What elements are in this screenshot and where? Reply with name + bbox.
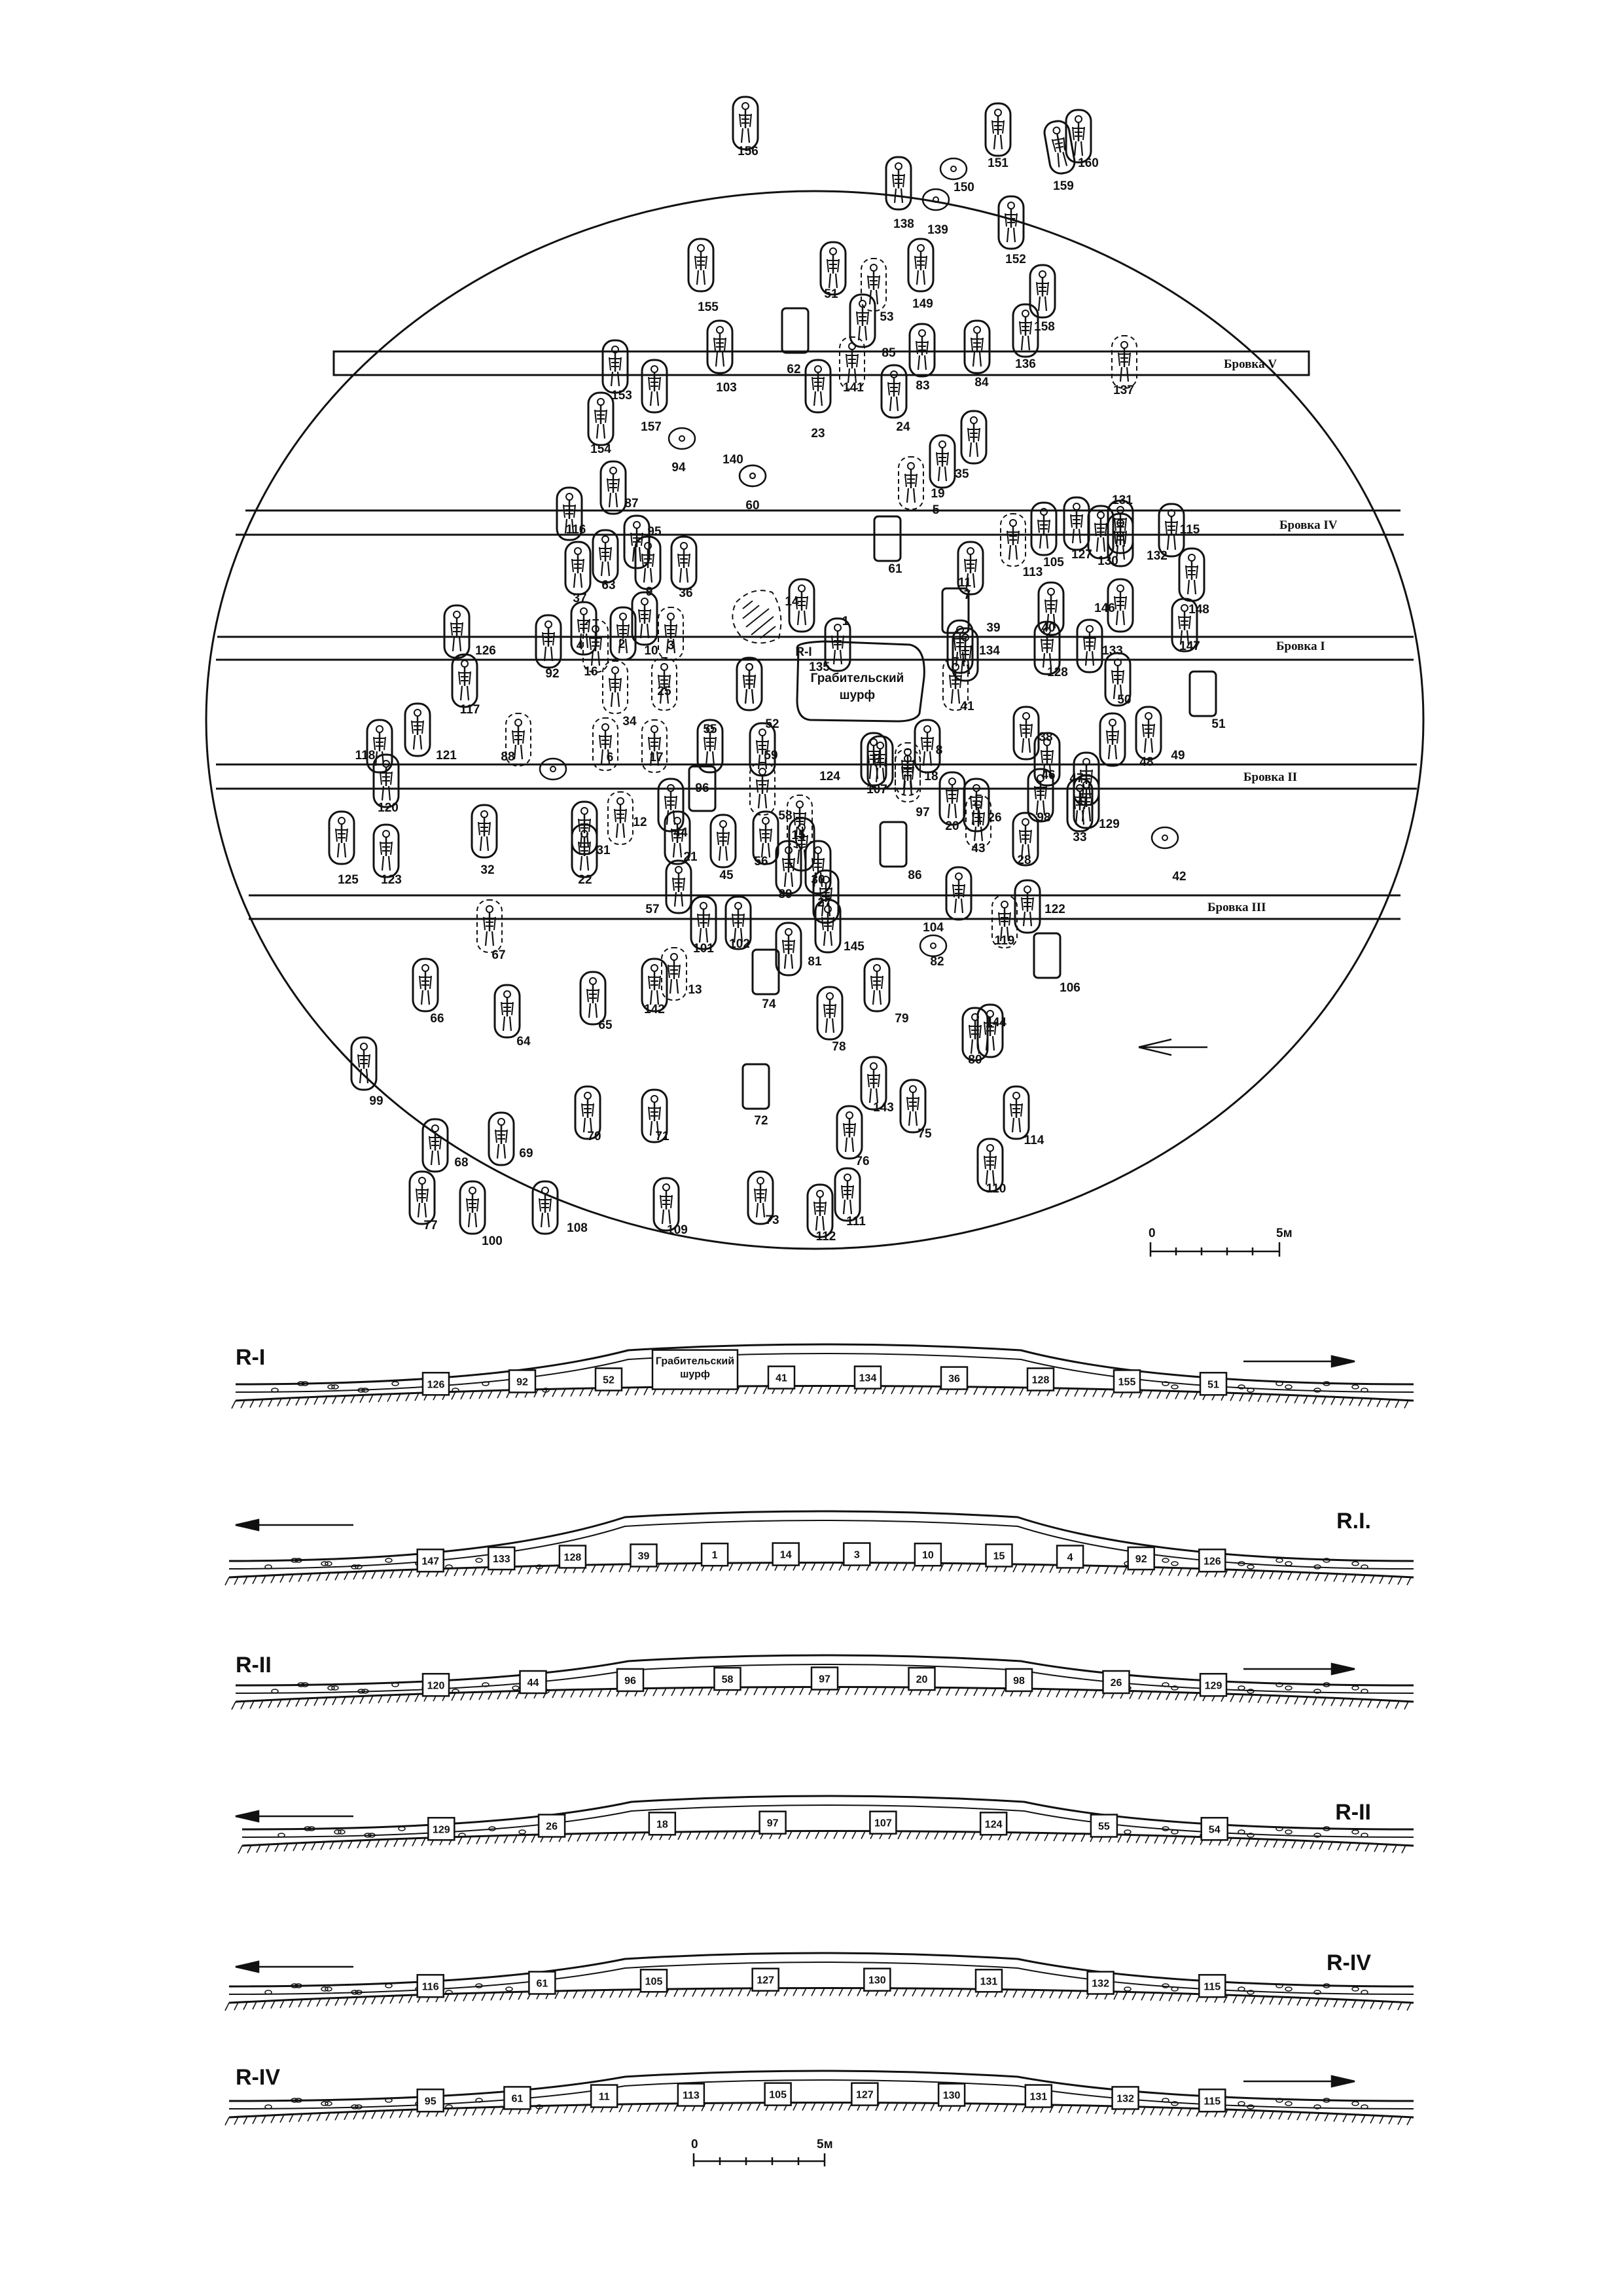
section-grave — [870, 1812, 896, 1834]
grave-label: 45 — [719, 869, 734, 882]
svg-text:129: 129 — [432, 1824, 450, 1836]
grave-label: 146 — [1094, 601, 1115, 615]
robber-trench-label-1: Грабительский — [810, 672, 904, 685]
section-grave — [768, 1367, 794, 1389]
grave-label: 98 — [1037, 811, 1051, 825]
section-grave — [418, 1975, 444, 1997]
grave-label: 84 — [974, 376, 989, 389]
grave-label: 150 — [954, 181, 974, 194]
section-grave — [1202, 1818, 1228, 1840]
grave-label: 132 — [1147, 549, 1168, 563]
grave-label: 97 — [916, 806, 930, 819]
grave-label: 149 — [912, 297, 933, 311]
section-grave — [909, 1668, 935, 1690]
svg-text:51: 51 — [1207, 1379, 1219, 1391]
grave-label: 110 — [986, 1182, 1007, 1196]
grave-label: 142 — [644, 1003, 665, 1016]
grave-label: 23 — [811, 427, 825, 440]
grave-label: 135 — [809, 660, 830, 674]
grave-label: 19 — [931, 487, 945, 501]
section-grave — [855, 1367, 881, 1389]
section-grave — [938, 2084, 965, 2106]
grave-label: 136 — [1015, 357, 1036, 371]
grave-label: 120 — [378, 801, 399, 815]
svg-text:54: 54 — [1208, 1824, 1221, 1836]
svg-text:61: 61 — [536, 1978, 548, 1990]
grave-label: 9 — [645, 585, 653, 599]
grave-label: 141 — [843, 381, 864, 395]
grave-label: 109 — [667, 1223, 688, 1237]
grave-label: 39 — [986, 621, 1001, 635]
grave-label: 42 — [1172, 870, 1186, 884]
section-grave — [504, 2087, 530, 2109]
grave-label: 36 — [679, 586, 693, 600]
section-grave — [753, 1969, 779, 1991]
section-grave — [1103, 1671, 1130, 1693]
grave-label: 69 — [519, 1147, 533, 1160]
grave-label: 14 — [785, 595, 799, 609]
svg-text:44: 44 — [527, 1677, 539, 1689]
grave-label: 127 — [1071, 548, 1092, 562]
grave-label: 61 — [888, 562, 902, 576]
balk-v-label: Бровка V — [1224, 357, 1277, 371]
grave-label: 134 — [979, 644, 1000, 658]
grave-label: 125 — [338, 873, 359, 887]
grave-label: 104 — [923, 921, 944, 935]
grave-label: 145 — [844, 940, 865, 954]
grave-label: 103 — [716, 381, 737, 395]
grave-label: 111 — [846, 1215, 866, 1229]
section-grave — [715, 1668, 741, 1690]
grave-label: 126 — [475, 644, 496, 658]
grave-label: 13 — [688, 983, 702, 997]
grave-label: 112 — [815, 1230, 836, 1244]
grave-label: 32 — [480, 863, 495, 877]
svg-text:131: 131 — [1029, 2091, 1048, 2103]
grave-label: 25 — [657, 685, 671, 698]
section-grave — [915, 1543, 941, 1566]
svg-text:130: 130 — [868, 1975, 886, 1986]
svg-text:129: 129 — [1204, 1680, 1222, 1692]
svg-text:97: 97 — [766, 1818, 779, 1829]
balk-iii-label: Бровка III — [1207, 901, 1266, 914]
svg-text:26: 26 — [1110, 1677, 1122, 1689]
svg-text:4: 4 — [1067, 1552, 1073, 1564]
section-grave — [529, 1972, 555, 1994]
grave-label: 66 — [430, 1012, 444, 1026]
section-grave — [864, 1969, 890, 1991]
grave-label: 96 — [695, 781, 709, 795]
svg-text:14: 14 — [779, 1549, 792, 1561]
section-grave — [1200, 1372, 1226, 1395]
grave-label: 122 — [1044, 903, 1065, 916]
section-grave — [980, 1812, 1007, 1835]
grave-label: 10 — [644, 644, 658, 658]
svg-text:124: 124 — [984, 1819, 1003, 1831]
section-title: R-IV — [1327, 1950, 1371, 1975]
svg-text:147: 147 — [421, 1556, 440, 1568]
svg-text:131: 131 — [980, 1976, 998, 1988]
grave-label: 70 — [587, 1130, 601, 1143]
grave-label: 156 — [738, 145, 758, 158]
grave-label: 22 — [578, 873, 592, 887]
grave-label: 52 — [765, 717, 779, 731]
svg-text:шурф: шурф — [680, 1369, 710, 1380]
grave-label: 99 — [369, 1094, 383, 1108]
grave-label: 37 — [573, 592, 587, 605]
grave-label: 80 — [968, 1053, 982, 1067]
grave-label: 48 — [1139, 755, 1154, 769]
grave-label: 11 — [957, 576, 972, 590]
svg-text:52: 52 — [603, 1374, 615, 1386]
svg-text:132: 132 — [1116, 2093, 1134, 2105]
grave-label: 78 — [832, 1040, 846, 1054]
grave-label: 117 — [459, 703, 480, 717]
grave-label: 154 — [590, 442, 611, 456]
grave-label: 107 — [866, 783, 887, 797]
svg-text:128: 128 — [1031, 1374, 1050, 1386]
section-grave — [1199, 1975, 1225, 1997]
grave-label: 76 — [855, 1155, 870, 1168]
grave-label: 5 — [932, 503, 940, 517]
grave-label: 147 — [1179, 639, 1200, 653]
grave-label: 62 — [787, 363, 801, 376]
section-grave — [641, 1969, 667, 1992]
section-title: R-II — [1335, 1800, 1371, 1825]
grave-label: 86 — [908, 869, 922, 882]
section-title: R-I — [236, 1345, 266, 1370]
section-grave — [773, 1543, 799, 1566]
grave-label: 100 — [482, 1234, 503, 1248]
grave-label: 34 — [622, 715, 637, 728]
section-grave — [765, 2083, 791, 2106]
grave-label: 108 — [567, 1221, 588, 1235]
grave-label: 160 — [1078, 156, 1099, 170]
section-grave — [812, 1668, 838, 1690]
grave-label: 148 — [1188, 603, 1209, 617]
svg-text:126: 126 — [427, 1379, 445, 1391]
grave-label: 152 — [1005, 253, 1026, 266]
grave-label: 105 — [1043, 556, 1064, 569]
grave-label: 40 — [1041, 621, 1056, 635]
balk-ii-label: Бровка II — [1243, 770, 1298, 784]
section-grave — [428, 1818, 454, 1840]
plan-scale-end: 5м — [1276, 1227, 1293, 1240]
grave-label: 67 — [491, 948, 506, 962]
section-grave — [1091, 1815, 1117, 1837]
section-grave — [1088, 1972, 1114, 1994]
grave-label: 60 — [745, 499, 760, 512]
grave-label: 92 — [545, 667, 560, 681]
grave-label: 65 — [598, 1018, 613, 1032]
section-grave — [596, 1369, 622, 1391]
grave-label: 106 — [1060, 981, 1080, 995]
svg-text:15: 15 — [993, 1551, 1005, 1562]
grave-label: 58 — [778, 809, 793, 823]
svg-text:130: 130 — [942, 2090, 961, 2102]
grave-label: 46 — [1041, 768, 1056, 782]
grave-label: 15 — [791, 829, 806, 842]
grave-label: 26 — [988, 811, 1002, 825]
section-grave — [509, 1370, 535, 1392]
grave-label: 16 — [584, 665, 598, 679]
grave-label: 74 — [762, 997, 776, 1011]
grave-label: 155 — [698, 300, 719, 314]
grave-label: 6 — [606, 751, 614, 764]
grave-label: 73 — [765, 1213, 779, 1227]
section-grave — [1200, 1674, 1226, 1696]
grave-label: 157 — [641, 420, 662, 434]
grave-label: 138 — [893, 217, 914, 231]
grave-label: 53 — [880, 310, 894, 324]
grave-label: 119 — [994, 934, 1015, 948]
grave-label: 81 — [808, 955, 822, 969]
plan-scale-zero: 0 — [1149, 1227, 1156, 1240]
grave-label: 50 — [1117, 693, 1132, 707]
svg-text:92: 92 — [516, 1376, 528, 1388]
grave-label: 153 — [611, 389, 632, 403]
grave-label: 27 — [817, 896, 832, 910]
grave-label: 17 — [649, 751, 664, 764]
grave-label: 85 — [882, 346, 896, 360]
section-grave — [423, 1674, 449, 1696]
svg-text:18: 18 — [656, 1819, 668, 1831]
section-grave — [652, 1350, 738, 1390]
grave-label: 71 — [655, 1130, 669, 1143]
svg-text:107: 107 — [874, 1818, 892, 1829]
grave-label: 51 — [1211, 717, 1226, 731]
grave-label: 130 — [1097, 554, 1118, 568]
svg-text:155: 155 — [1118, 1376, 1136, 1388]
grave-label: 35 — [955, 467, 969, 481]
section-grave — [760, 1812, 786, 1834]
grave-label: 57 — [645, 903, 660, 916]
section-grave — [649, 1812, 675, 1835]
section-grave — [1199, 1549, 1225, 1571]
section-grave — [1057, 1545, 1083, 1568]
section-grave — [488, 1547, 514, 1570]
svg-text:11: 11 — [598, 2091, 610, 2103]
section-grave — [1113, 2087, 1139, 2109]
section-grave — [1027, 1369, 1054, 1391]
grave-label: 59 — [764, 749, 778, 762]
svg-text:36: 36 — [948, 1373, 960, 1385]
svg-text:127: 127 — [757, 1975, 775, 1986]
grave-label: 101 — [693, 942, 714, 956]
grave-label: 159 — [1053, 179, 1074, 193]
grave-label: 30 — [811, 873, 825, 887]
grave-label: 3 — [667, 639, 675, 653]
grave-label: 24 — [896, 420, 910, 434]
grave-label: 33 — [1073, 831, 1087, 844]
grave-label: 18 — [924, 770, 938, 783]
grave-label: 49 — [1171, 749, 1185, 762]
section-title: R.I. — [1336, 1509, 1371, 1534]
grave-label: 87 — [624, 497, 639, 511]
svg-text:39: 39 — [637, 1551, 650, 1562]
grave-label: 7 — [963, 588, 971, 602]
svg-text:132: 132 — [1092, 1978, 1109, 1990]
section-grave — [1128, 1547, 1154, 1570]
section-grave — [702, 1543, 728, 1566]
grave-label: 102 — [729, 937, 750, 951]
svg-text:126: 126 — [1203, 1556, 1221, 1568]
section-grave — [986, 1545, 1012, 1567]
svg-text:115: 115 — [1204, 2096, 1221, 2108]
section-grave — [1199, 2089, 1225, 2111]
section-grave — [1006, 1669, 1032, 1691]
grave-label: 83 — [916, 379, 930, 393]
grave-label: 47 — [1069, 772, 1084, 785]
section-grave — [844, 1543, 870, 1566]
grave-label: 51 — [824, 287, 838, 301]
robber-trench-label-2: шурф — [839, 689, 876, 702]
svg-text:134: 134 — [859, 1372, 877, 1384]
grave-label: 89 — [778, 888, 793, 901]
grave-label: 144 — [986, 1016, 1007, 1030]
svg-text:Грабительский: Грабительский — [655, 1355, 735, 1367]
svg-text:120: 120 — [427, 1680, 445, 1692]
grave-label: 21 — [683, 850, 698, 864]
svg-text:98: 98 — [1013, 1675, 1025, 1687]
section-grave — [617, 1669, 643, 1691]
grave-label: 43 — [971, 842, 986, 855]
section-grave — [418, 2089, 444, 2111]
section-grave — [539, 1815, 565, 1837]
grave-label: R-I — [795, 645, 812, 659]
section-grave — [520, 1671, 546, 1693]
grave-label: 38 — [1039, 730, 1053, 744]
grave-label: 41 — [960, 700, 974, 713]
grave-label: 44 — [673, 826, 688, 840]
svg-text:133: 133 — [492, 1554, 510, 1566]
grave-label: 137 — [1113, 384, 1134, 397]
section-grave — [1026, 2085, 1052, 2108]
section-grave — [560, 1545, 586, 1568]
grave-label: 139 — [927, 223, 948, 237]
grave-label: 75 — [918, 1127, 932, 1141]
section-grave — [851, 2083, 878, 2106]
grave-label: 79 — [895, 1012, 909, 1026]
section-scale-end: 5м — [817, 2138, 833, 2151]
svg-text:97: 97 — [819, 1674, 830, 1685]
section-grave — [631, 1545, 657, 1567]
grave-label: 72 — [754, 1114, 768, 1128]
grave-label: 113 — [1022, 565, 1043, 579]
section-grave — [591, 2085, 617, 2108]
grave-label: 151 — [988, 156, 1008, 170]
svg-text:55: 55 — [1098, 1821, 1110, 1833]
grave-label: 133 — [1102, 644, 1123, 658]
section-grave — [1114, 1370, 1140, 1392]
grave-label: 94 — [671, 461, 686, 475]
section-title: R-IV — [236, 2065, 280, 2090]
svg-text:105: 105 — [645, 1976, 663, 1988]
svg-text:41: 41 — [776, 1372, 787, 1384]
grave-label: 4 — [576, 639, 584, 653]
grave-label: 129 — [1099, 817, 1120, 831]
grave-label: 131 — [1112, 493, 1133, 507]
svg-text:10: 10 — [922, 1550, 934, 1562]
svg-text:128: 128 — [563, 1552, 582, 1564]
section-grave — [423, 1372, 449, 1395]
section-grave — [941, 1367, 967, 1390]
svg-text:3: 3 — [853, 1549, 860, 1561]
svg-text:105: 105 — [769, 2089, 787, 2101]
svg-text:96: 96 — [624, 1675, 636, 1687]
grave-label: 114 — [1024, 1134, 1044, 1147]
grave-label: 140 — [722, 453, 743, 467]
grave-label: 64 — [516, 1035, 531, 1049]
svg-text:20: 20 — [916, 1674, 928, 1686]
grave-label: 95 — [647, 525, 662, 539]
section-grave — [678, 2084, 704, 2106]
svg-text:26: 26 — [546, 1821, 558, 1833]
svg-text:95: 95 — [424, 2096, 437, 2108]
grave-label: 28 — [1017, 853, 1031, 867]
grave-label: 88 — [501, 750, 515, 764]
section-title: R-II — [236, 1653, 272, 1677]
svg-text:58: 58 — [721, 1674, 734, 1686]
grave-label: 124 — [819, 770, 840, 783]
grave-label: 121 — [436, 749, 457, 762]
grave-label: 8 — [935, 744, 943, 757]
grave-label: 116 — [565, 523, 586, 537]
grave-label: 1 — [842, 615, 849, 628]
grave-label: 115 — [1179, 523, 1200, 537]
grave-label: 68 — [454, 1156, 469, 1170]
grave-label: 77 — [423, 1219, 438, 1232]
section-grave — [418, 1549, 444, 1571]
section-scale-zero: 0 — [691, 2138, 698, 2151]
svg-text:115: 115 — [1204, 1981, 1221, 1993]
grave-label: 63 — [601, 579, 616, 592]
svg-text:92: 92 — [1135, 1554, 1147, 1566]
grave-label: 143 — [873, 1101, 894, 1115]
grave-label: 123 — [381, 873, 402, 887]
svg-text:61: 61 — [511, 2093, 524, 2105]
balk-i-label: Бровка I — [1276, 639, 1325, 653]
grave-label: 12 — [633, 816, 647, 829]
grave-label: 56 — [754, 855, 768, 869]
grave-label: 20 — [945, 819, 959, 833]
grave-label: 82 — [930, 955, 944, 969]
svg-text:113: 113 — [682, 2090, 700, 2102]
grave-label: 31 — [596, 844, 611, 857]
balk-iv-label: Бровка IV — [1279, 518, 1338, 532]
grave-label: 158 — [1034, 320, 1055, 334]
grave-label: 55 — [703, 723, 717, 736]
section-grave — [976, 1969, 1002, 1992]
svg-text:116: 116 — [421, 1981, 439, 1993]
svg-text:1: 1 — [711, 1550, 718, 1562]
grave-label: 128 — [1047, 666, 1068, 679]
grave-label: 118 — [355, 749, 376, 762]
svg-text:127: 127 — [856, 2089, 874, 2101]
grave-label: 2 — [618, 637, 626, 651]
